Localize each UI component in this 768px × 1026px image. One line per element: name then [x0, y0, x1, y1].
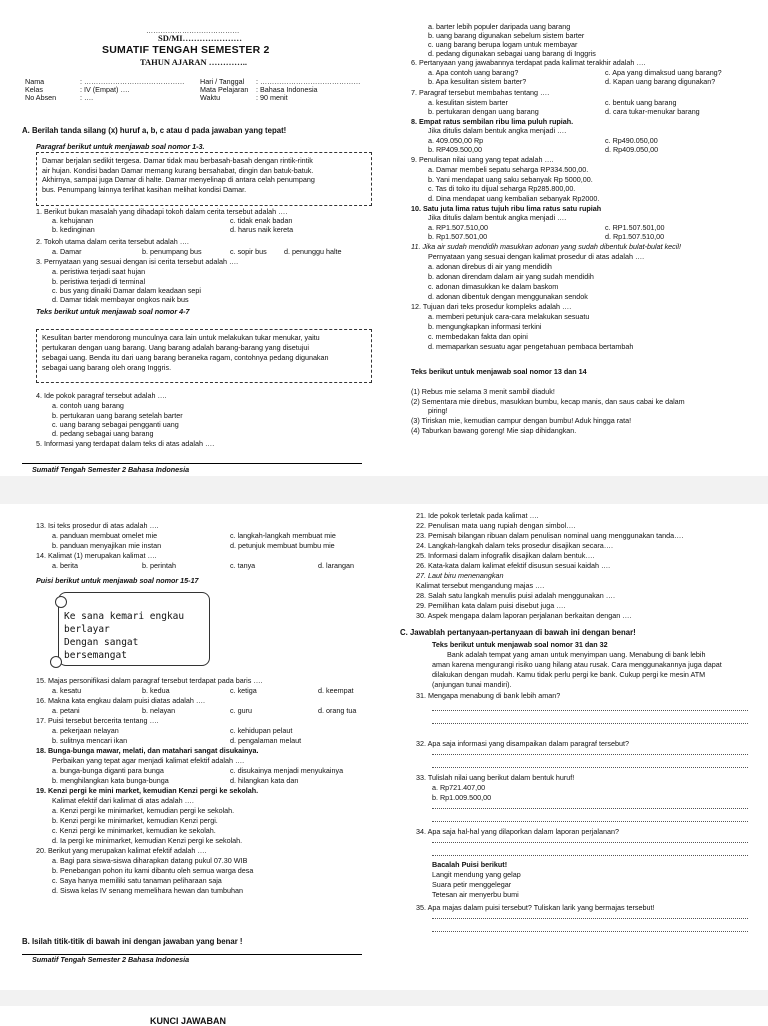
option[interactable]: c. guru [230, 706, 252, 715]
question-15: 15. Majas personifikasi dalam paragraf tersebut terdapat pada baris …. [36, 676, 263, 685]
option[interactable]: d. pengalaman melaut [230, 736, 302, 745]
option[interactable]: c. ketiga [230, 686, 257, 695]
answer-line[interactable] [432, 931, 748, 932]
option[interactable]: c. bus yang dinaiki Damar dalam keadaan sepi [52, 286, 202, 295]
question-5: 5. Informasi yang terdapat dalam teks di atas adalah …. [36, 439, 215, 448]
option[interactable]: b. sulitnya mencari ikan [52, 736, 128, 745]
page-gap [0, 990, 768, 1006]
exam-title: SUMATIF TENGAH SEMESTER 2 [102, 44, 270, 56]
question-16: 16. Makna kata engkau dalam puisi diatas adalah …. [36, 696, 206, 705]
question-11: 11. Jika air sudah mendidih masukkan adonan yang sudah dibentuk bulat-bulat kecil! [411, 242, 681, 251]
option[interactable]: a. Kenzi pergi ke minimarket, kemudian pergi ke sekolah. [52, 806, 235, 815]
text2-label: Teks berikut untuk menjawab soal nomor 4-7 [36, 307, 190, 316]
poem-line: bersemangat [64, 650, 127, 661]
option[interactable]: a. petani [52, 706, 80, 715]
question-10: 10. Satu juta lima ratus tujuh ribu lima ratus satu rupiah [411, 204, 602, 213]
question-2: 2. Tokoh utama dalam cerita tersebut adalah …. [36, 237, 189, 246]
poem-line: Suara petir menggelegar [432, 880, 512, 889]
option[interactable]: b. pertukaran uang barang setelah barter [52, 411, 183, 420]
question-sub: Jika ditulis dalam bentuk angka menjadi …. [428, 213, 567, 222]
option[interactable]: c. adonan dimasukkan ke dalam baskom [428, 282, 559, 291]
section-c-heading: C. Jawablah pertanyaan-pertanyaan di bawah ini dengan benar! [400, 628, 636, 637]
question-4: 4. Ide pokok paragraf tersebut adalah …. [36, 391, 167, 400]
option[interactable]: d. pedang sebagai uang barang [52, 429, 154, 438]
option[interactable]: c. Apa yang dimaksud uang barang? [605, 68, 722, 77]
option[interactable]: b. Apa kesulitan sistem barter? [428, 77, 527, 86]
option[interactable]: a. berita [52, 561, 78, 570]
option[interactable]: d. petunjuk membuat bumbu mie [230, 541, 335, 550]
reading-line: pertukaran dengan uang barang. Uang barang adalah barang-barang yang disetujui [42, 343, 309, 352]
poem2-title: Bacalah Puisi berikut! [432, 860, 508, 869]
option[interactable]: b. menghilangkan kata bunga-bunga [52, 776, 169, 785]
reading-line: bus. Penumpang lainnya terlihat kasihan melihat kondisi Damar. [42, 185, 247, 194]
question-sub: Perbaikan yang tepat agar menjadi kalimat efektif adalah …. [52, 756, 245, 765]
option[interactable]: b. peristiwa terjadi di terminal [52, 277, 146, 286]
option[interactable]: d. Dina mendapat uang kembalian sebanyak Rp2000. [428, 194, 600, 203]
procedure-step: (4) Taburkan bawang goreng! Mie siap dihidangkan. [411, 426, 577, 435]
option[interactable]: a. pekerjaan nelayan [52, 726, 119, 735]
fill-question: 28. Salah satu langkah menulis puisi adalah menggunakan …. [416, 591, 615, 600]
answer-line[interactable] [432, 918, 748, 919]
option[interactable]: c. Rp490.050,00 [605, 136, 658, 145]
option[interactable]: b. kedinginan [52, 225, 95, 234]
option[interactable]: a. Apa contoh uang barang? [428, 68, 519, 77]
option[interactable]: a. Damar membeli sepatu seharga RP334.500,00. [428, 165, 589, 174]
question-9: 9. Penulisan nilai uang yang tepat adalah …. [411, 155, 554, 164]
question-35: 35. Apa majas dalam puisi tersebut? Tuliskan larik yang bermajas tersebut! [416, 903, 655, 912]
option: b. Rp1.009.500,00 [432, 793, 492, 802]
school-year: TAHUN AJARAN ………….. [140, 57, 248, 67]
question-1: 1. Berikut bukan masalah yang dihadapi tokoh dalam cerita tersebut adalah …. [36, 207, 288, 216]
question-17: 17. Puisi tersebut bercerita tentang …. [36, 716, 159, 725]
procedure-step: (3) Tiriskan mie, kemudian campur dengan bumbu! Aduk hingga rata! [411, 416, 632, 425]
text3-label: Teks berikut untuk menjawab soal nomor 13 dan 14 [411, 367, 587, 376]
fill-question: Kalimat tersebut mengandung majas …. [416, 581, 545, 590]
fill-question: 26. Kata-kata dalam kalimat efektif disusun sesuai kaidah …. [416, 561, 611, 570]
option[interactable]: c. langkah-langkah membuat mie [230, 531, 336, 540]
option[interactable]: a. Bagi para siswa-siswa diharapkan datang pukul 07.30 WIB [52, 856, 248, 865]
option[interactable]: c. uang barang sebagai pengganti uang [52, 420, 179, 429]
poem-line: berlayar [64, 624, 110, 635]
option[interactable]: d. Damar tidak membayar ongkos naik bus [52, 295, 189, 304]
answer-line[interactable] [432, 723, 748, 724]
option[interactable]: c. Kenzi pergi ke minimarket, kemudian ke sekolah. [52, 826, 216, 835]
reading-line: Damar berjalan sedikit tergesa. Damar tidak mau berbasah-basah dengan rintik-rintik [42, 156, 313, 165]
poem-line: Ke sana kemari engkau [64, 611, 185, 622]
option[interactable]: a. RP1.507.510,00 [428, 223, 488, 232]
option[interactable]: c. kehidupan pelaut [230, 726, 293, 735]
option[interactable]: d. orang tua [318, 706, 357, 715]
info-label: No Absen [25, 93, 57, 102]
question-20: 20. Berikut yang merupakan kalimat efektif adalah …. [36, 846, 207, 855]
footer-rule [22, 463, 362, 464]
procedure-step: piring! [428, 406, 448, 415]
fill-question: 21. Ide pokok terletak pada kalimat …. [416, 511, 539, 520]
info-value: : …………………………………… [80, 77, 185, 86]
option[interactable]: d. keempat [318, 686, 354, 695]
info-label: Waktu [200, 93, 221, 102]
option[interactable]: b. Rp1.507.501,00 [428, 232, 488, 241]
reading-line: dilakukan dengan mudah. Kamu tidak perlu pergi ke bank. Cukup pergi ke mesin ATM [432, 670, 706, 679]
option[interactable]: c. sopir bus [230, 247, 267, 256]
option[interactable]: a. bunga-bunga diganti para bunga [52, 766, 164, 775]
option[interactable]: d. memaparkan sesuatu agar pengetahuan pembaca bertambah [428, 342, 634, 351]
fill-question: 27. Laut biru menenangkan [416, 571, 504, 580]
reading-line: Kesulitan barter mendorong munculnya cara lain untuk melakukan tukar menukar, yaitu [42, 333, 320, 342]
answer-line[interactable] [432, 855, 748, 856]
option[interactable]: d. Rp409.050,00 [605, 145, 659, 154]
option[interactable]: a. peristiwa terjadi saat hujan [52, 267, 146, 276]
option[interactable]: a. kesulitan sistem barter [428, 98, 508, 107]
info-label: Hari / Tanggal [200, 77, 245, 86]
school-dots: ………………………………… [146, 26, 240, 35]
option[interactable]: a. barter lebih populer daripada uang barang [428, 22, 571, 31]
question-sub: Kalimat efektif dari kalimat di atas adalah …. [52, 796, 194, 805]
option[interactable]: d. hilangkan kata dan [230, 776, 299, 785]
option[interactable]: d. Kapan uang barang digunakan? [605, 77, 716, 86]
reading-line: (anjungan tunai mandiri). [432, 680, 512, 689]
reading-line: Bank adalah tempat yang aman untuk menyimpan uang. Menabung di bank lebih [447, 650, 706, 659]
option[interactable]: a. panduan membuat omelet mie [52, 531, 158, 540]
question-31: 31. Mengapa menabung di bank lebih aman? [416, 691, 561, 700]
answer-line[interactable] [432, 808, 748, 809]
poem-line: Dengan sangat [64, 637, 139, 648]
option[interactable]: b. kedua [142, 686, 170, 695]
option[interactable]: d. harus naik kereta [230, 225, 294, 234]
answer-line[interactable] [432, 821, 748, 822]
section-b-heading: B. Isilah titik-titik di bawah ini dengan jawaban yang benar ! [22, 937, 243, 946]
option[interactable]: c. bentuk uang barang [605, 98, 677, 107]
reading-line: sebagai uang barang oleh orang Inggris. [42, 363, 172, 372]
option[interactable]: b. Kenzi pergi ke minimarket, kemudian Kenzi pergi. [52, 816, 218, 825]
poem-line: Langit mendung yang gelap [432, 870, 521, 879]
page-3 [0, 1006, 768, 1024]
option[interactable]: a. kehujanan [52, 216, 94, 225]
answer-line[interactable] [432, 767, 748, 768]
fill-question: 24. Langkah-langkah dalam teks prosedur disajikan secara…. [416, 541, 613, 550]
fill-question: 29. Pemilihan kata dalam puisi disebut juga …. [416, 601, 566, 610]
question-3: 3. Pernyataan yang sesuai dengan isi cerita tersebut adalah …. [36, 257, 239, 266]
option[interactable]: b. adonan direndam dalam air yang sudah mendidih [428, 272, 594, 281]
info-value: : Bahasa Indonesia [256, 85, 318, 94]
answer-key-title: KUNCI JAWABAN [150, 1016, 227, 1026]
info-value: : IV (Empat) …. [80, 85, 130, 94]
option[interactable]: b. penumpang bus [142, 247, 202, 256]
option: a. Rp721.407,00 [432, 783, 486, 792]
option[interactable]: d. Siswa kelas IV senang memelihara hewan dan tumbuhan [52, 886, 243, 895]
question-19: 19. Kenzi pergi ke mini market, kemudian Kenzi pergi ke sekolah. [36, 786, 259, 795]
answer-line[interactable] [432, 710, 748, 711]
option[interactable]: d. penunggu halte [284, 247, 342, 256]
question-32: 32. Apa saja informasi yang disampaikan dalam paragraf tersebut? [416, 739, 629, 748]
option[interactable]: b. RP409.500,00 [428, 145, 482, 154]
option[interactable]: b. uang barang digunakan sebelum sistem barter [428, 31, 585, 40]
option[interactable]: d. Ia pergi ke minimarket, kemudian Kenzi pergi ke sekolah. [52, 836, 243, 845]
question-8: 8. Empat ratus sembilan ribu lima puluh rupiah. [411, 117, 574, 126]
poem-line: Tetesan air menyerbu bumi [432, 890, 519, 899]
option[interactable]: a. adonan direbus di air yang mendidih [428, 262, 552, 271]
section-a-heading: A. Berilah tanda silang (x) huruf a, b, c atau d pada jawaban yang tepat! [22, 126, 287, 135]
question-6: 6. Pertanyaan yang jawabannya terdapat pada kalimat terakhir adalah …. [411, 58, 646, 67]
option[interactable]: a. 409.050,00 Rp [428, 136, 484, 145]
option[interactable]: b. Yani mendapat uang saku sebanyak Rp 5000,00. [428, 175, 593, 184]
para1-label: Paragraf berikut untuk menjawab soal nomor 1-3. [36, 142, 205, 151]
option[interactable]: d. pedang digunakan sebagai uang barang di Inggris [428, 49, 596, 58]
info-value: : 90 menit [256, 93, 288, 102]
poem-label: Puisi berikut untuk menjawab soal nomor 15-17 [36, 576, 199, 585]
option[interactable]: b. panduan menyajikan mie instan [52, 541, 162, 550]
scroll-curl-icon [50, 656, 62, 668]
answer-line[interactable] [432, 754, 748, 755]
reading-line: air hujan. Kondisi badan Damar memang kurang bersahabat, dingin dan batuk-batuk. [42, 166, 314, 175]
reading-line: Akhirnya, sampai juga Damar di halte. Damar menyelinap di antara celah penumpang [42, 175, 315, 184]
question-34: 34. Apa saja hal-hal yang dilaporkan dalam laporan perjalanan? [416, 827, 619, 836]
option[interactable]: a. contoh uang barang [52, 401, 124, 410]
option[interactable]: d. Rp1.507.510,00 [605, 232, 665, 241]
question-14: 14. Kalimat (1) merupakan kalimat …. [36, 551, 157, 560]
fill-question: 30. Aspek mengapa dalam laporan perjalanan berkaitan dengan …. [416, 611, 632, 620]
reading-line: sebagai uang. Benda itu dari uang barang beraneka ragam, contohnya pedang digunakan [42, 353, 329, 362]
procedure-step: (2) Sementara mie direbus, masukkan bumbu, kecap manis, dan saus cabai ke dalam [411, 397, 685, 406]
option[interactable]: d. cara tukar-menukar barang [605, 107, 700, 116]
question-sub: Pernyataan yang sesuai dengan kalimat prosedur di atas adalah …. [428, 252, 645, 261]
option[interactable]: b. perintah [142, 561, 176, 570]
text4-label: Teks berikut untuk menjawab soal nomor 31 dan 32 [432, 640, 608, 649]
reading-line: aman karena mengurangi risiko uang hilang atau rusak. Cara menggunakannya juga dapat [432, 660, 722, 669]
scroll-curl-icon [55, 596, 67, 608]
option[interactable]: b. pertukaran dengan uang barang [428, 107, 539, 116]
page-footer: Sumatif Tengah Semester 2 Bahasa Indonesia [32, 955, 190, 964]
option[interactable]: c. tanya [230, 561, 256, 570]
option[interactable]: c. uang barang berupa logam untuk membayar [428, 40, 578, 49]
fill-question: 25. Informasi dalam infografik disajikan dalam bentuk…. [416, 551, 595, 560]
question-12: 12. Tujuan dari teks prosedur kompleks adalah …. [411, 302, 572, 311]
option[interactable]: b. nelayan [142, 706, 176, 715]
option[interactable]: c. RP1.507.501,00 [605, 223, 665, 232]
info-label: Nama [25, 77, 45, 86]
page-1 [0, 0, 768, 474]
info-value: : …. [80, 93, 94, 102]
answer-line[interactable] [432, 842, 748, 843]
option[interactable]: a. memberi petunjuk cara-cara melakukan sesuatu [428, 312, 590, 321]
fill-question: 22. Penulisan mata uang rupiah dengan simbol…. [416, 521, 576, 530]
question-18: 18. Bunga-bunga mawar, melati, dan matahari sangat disukainya. [36, 746, 259, 755]
question-7: 7. Paragraf tersebut membahas tentang …. [411, 88, 550, 97]
info-value: : …………………………………… [256, 77, 361, 86]
option[interactable]: c. Tas di toko itu dijual seharga Rp285.800,00. [428, 184, 576, 193]
question-13: 13. Isi teks prosedur di atas adalah …. [36, 521, 159, 530]
page-2 [0, 504, 768, 990]
option[interactable]: c. Saya hanya memiliki satu tanaman peliharaan saja [52, 876, 222, 885]
option[interactable]: a. Damar [52, 247, 82, 256]
option[interactable]: b. Penebangan pohon itu kami dibantu oleh semua warga desa [52, 866, 254, 875]
page-footer: Sumatif Tengah Semester 2 Bahasa Indonesia [32, 465, 190, 474]
option[interactable]: d. adonan dibentuk dengan menggunakan sendok [428, 292, 588, 301]
option[interactable]: c. membedakan fakta dan opini [428, 332, 528, 341]
procedure-step: (1) Rebus mie selama 3 menit sambil diaduk! [411, 387, 555, 396]
option[interactable]: b. mengungkapkan informasi terkini [428, 322, 542, 331]
school-name: SD/MI………………… [158, 33, 243, 43]
option[interactable]: a. kesatu [52, 686, 82, 695]
question-33: 33. Tulislah nilai uang berikut dalam bentuk huruf! [416, 773, 575, 782]
info-label: Kelas [25, 85, 43, 94]
option[interactable]: c. disukainya menjadi menyukainya [230, 766, 344, 775]
option[interactable]: c. tidak enak badan [230, 216, 293, 225]
option[interactable]: d. larangan [318, 561, 354, 570]
page-gap [0, 476, 768, 504]
info-label: Mata Pelajaran [200, 85, 249, 94]
question-sub: Jika ditulis dalam bentuk angka menjadi …. [428, 126, 567, 135]
fill-question: 23. Pemisah bilangan ribuan dalam penulisan nominal uang menggunakan tanda…. [416, 531, 684, 540]
